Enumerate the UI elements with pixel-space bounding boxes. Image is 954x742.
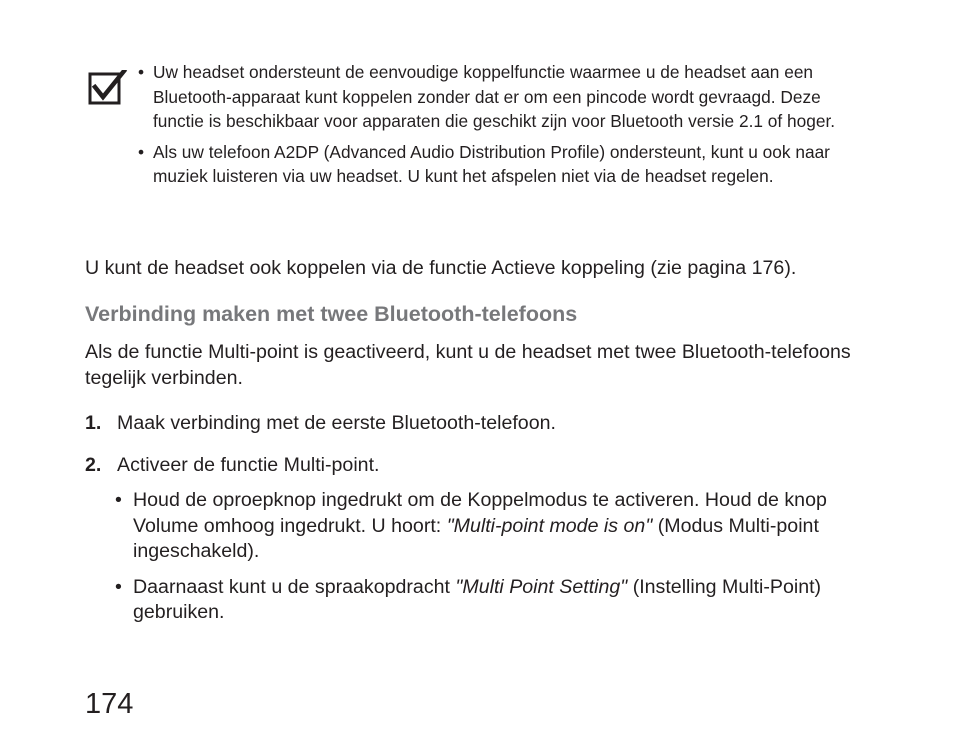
note-item-text: Als uw telefoon A2DP (Advanced Audio Distribution Profile) ondersteunt, kunt u ook naar muziek luisteren via uw headset. U kunt het afspelen niet via de headset regelen. <box>153 141 830 186</box>
bullet: • <box>138 141 145 162</box>
note-item <box>136 60 856 134</box>
sub-bullet-item <box>114 575 874 626</box>
sub-bullet-text: (Instelling Multi-Point) gebruiken. <box>133 575 822 623</box>
voice-command-text: "Multi Point Setting" <box>455 575 628 598</box>
bullet: • <box>115 575 122 598</box>
step-number: 1. <box>85 412 102 434</box>
section-heading: Verbinding maken met twee Bluetooth-telefoons <box>85 302 578 326</box>
checkbox-check-icon <box>88 70 128 106</box>
voice-prompt-text: "Multi-point mode is on" <box>446 514 653 537</box>
step-text: Activeer de functie Multi-point. <box>117 454 380 476</box>
note-item-text: Uw headset ondersteunt de eenvoudige koppelfunctie waarmee u de headset aan een Bluetooth-apparaat kunt koppelen zonder dat er om een pincode wordt gevraagd. Deze functie is beschikbaar voor apparaten die geschikt zijn voor Bluetooth versie 2.1 of hoger. <box>153 62 836 131</box>
bullet: • <box>138 62 145 82</box>
step-number: 2. <box>85 454 102 476</box>
bullet: • <box>115 489 122 511</box>
sub-bullet-list <box>114 488 874 626</box>
section-description: Als de functie Multi-point is geactiveerd, kunt u de headset met twee Bluetooth-telefoons tegelijk verbinden. <box>85 341 851 389</box>
step-text: Maak verbinding met de eerste Bluetooth-telefoon. <box>117 412 556 434</box>
sub-bullet-item <box>114 488 874 565</box>
sub-bullet-text: (Modus Multi-point ingeschakeld). <box>133 514 819 562</box>
sub-bullet-text: Daarnaast kunt u de spraakopdracht <box>133 575 456 598</box>
sub-bullet-text: Houd de oproepknop ingedrukt om de Koppelmodus te activeren. Houd de knop Volume omhoog ingedrukt. U hoort: <box>133 489 827 537</box>
intro-paragraph: U kunt de headset ook koppelen via de functie Actieve koppeling (zie pagina 176). <box>85 257 797 279</box>
note-list <box>136 60 856 189</box>
page-number: 174 <box>85 688 134 720</box>
note-item <box>136 140 856 189</box>
